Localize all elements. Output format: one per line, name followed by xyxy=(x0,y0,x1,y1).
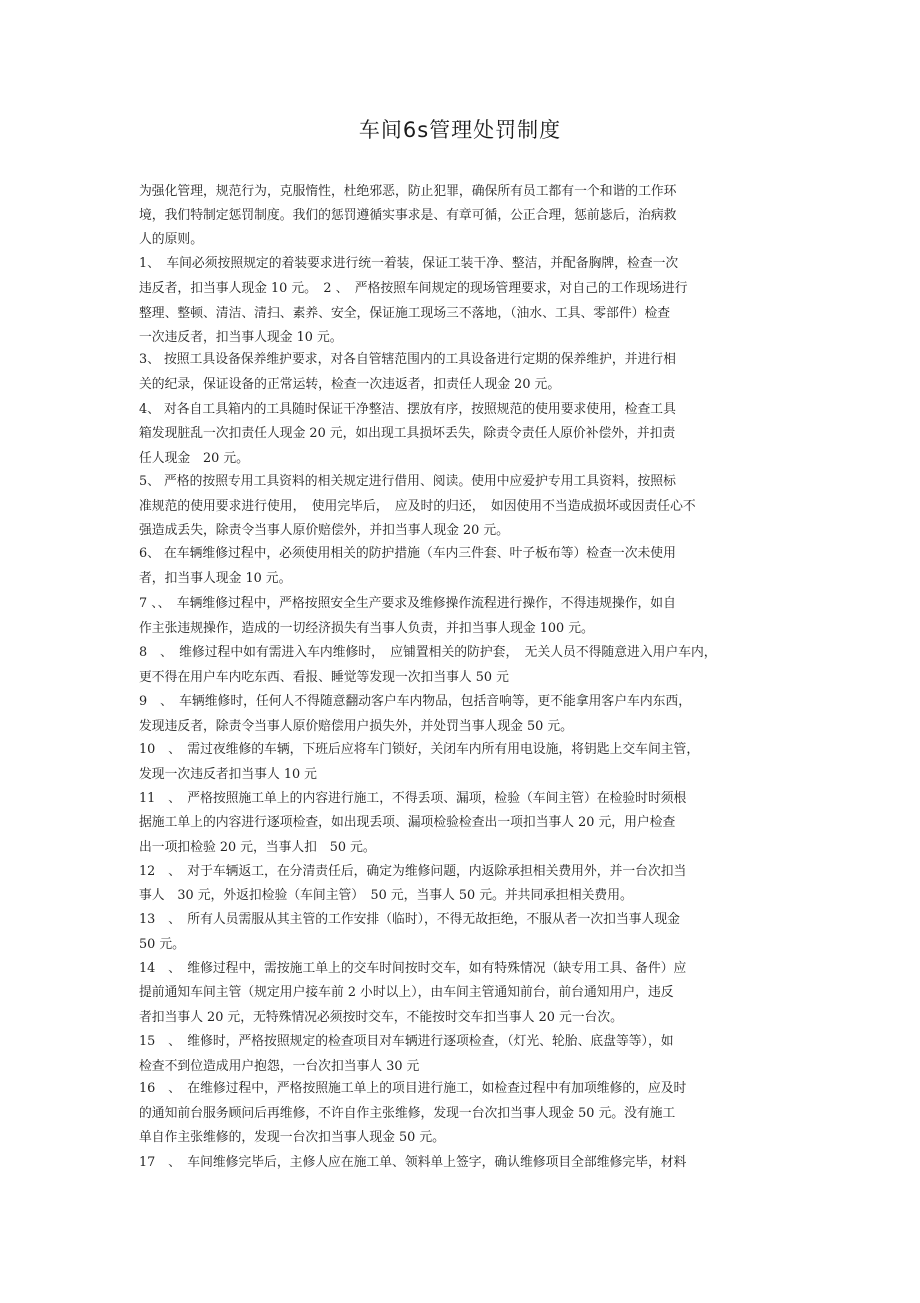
body-line: 发现一次违反者扣当事人 10 元 xyxy=(139,767,317,782)
body-line: 者，扣当事人现金 10 元。 xyxy=(139,571,292,586)
body-line: 据施工单上的内容进行逐项检查，如出现丢项、漏项检验检查出一项扣当事人 20 元，用户检查 xyxy=(139,815,676,830)
body-line: 单自作主张维修的，发现一台次扣当事人现金 50 元。 xyxy=(139,1130,445,1145)
document-title: 车间6s管理处罚制度 xyxy=(358,118,562,142)
body-line: 作主张违规操作，造成的一切经济损失有当事人负责，并扣当事人现金 100 元。 xyxy=(139,621,594,636)
body-line: 50 元。 xyxy=(139,937,185,952)
body-line: 准规范的使用要求进行使用， 使用完毕后， 应及时的归还， 如因使用不当造成损坏或因责任心不 xyxy=(139,499,696,514)
body-line: 违反者，扣当事人现金 10 元。 2 、 严格按照车间规定的现场管理要求，对自己的工作现场进行 xyxy=(139,281,688,296)
body-line: 者扣当事人 20 元，无特殊情况必须按时交车，不能按时交车扣当事人 20 元一台次。 xyxy=(139,1010,623,1025)
body-line: 为强化管理，规范行为，克服惰性，杜绝邪恶，防止犯罪，确保所有员工都有一个和谐的工作环 xyxy=(139,184,677,199)
body-line: 7 、、 车辆维修过程中，严格按照安全生产要求及维修操作流程进行操作，不得违规操作，如自 xyxy=(139,596,676,611)
body-line: 发现违反者，除责令当事人原价赔偿用户损失外，并处罚当事人现金 50 元。 xyxy=(139,719,573,734)
body-line: 13 、 所有人员需服从其主管的工作安排（临时），不得无故拒绝，不服从者一次扣当事人现金 xyxy=(139,912,680,927)
body-line: 12 、 对于车辆返工，在分清责任后，确定为维修问题，内返除承担相关费用外，并一台次扣当 xyxy=(139,864,687,879)
body-line: 关的纪录，保证设备的正常运转，检查一次违返者，扣责任人现金 20 元。 xyxy=(139,377,561,392)
body-line: 提前通知车间主管（规定用户接车前 2 小时以上），由车间主管通知前台，前台通知用户，违反 xyxy=(139,985,674,1000)
body-line: 一次违反者，扣当事人现金 10 元。 xyxy=(139,330,343,345)
body-line: 8 、 维修过程中如有需进入车内维修时， 应铺置相关的防护套， 无关人员不得随意进入用户车内， xyxy=(139,645,717,660)
body-line: 4、 对各自工具箱内的工具随时保证干净整洁、摆放有序，按照规范的使用要求使用，检查工具 xyxy=(139,402,676,417)
body-line: 境，我们特制定惩罚制度。我们的惩罚遵循实事求是、有章可循，公正合理，惩前毖后，治病救 xyxy=(139,208,677,223)
body-line: 17 、 车间维修完毕后，主修人应在施工单、领料单上签字，确认维修项目全部维修完毕，材料 xyxy=(139,1155,687,1170)
body-line: 1、 车间必须按照规定的着装要求进行统一着装，保证工装干净、整洁，并配备胸牌，检查一次 xyxy=(139,256,679,271)
body-line: 整理、整顿、清洁、清扫、素养、安全，保证施工现场三不落地，（油水、工具、零部件）检查 xyxy=(139,306,671,321)
body-line: 更不得在用户车内吃东西、看报、睡觉等发现一次扣当事人 50 元 xyxy=(139,670,509,685)
body-line: 强造成丢失，除责令当事人原价赔偿外，并扣当事人现金 20 元。 xyxy=(139,523,509,538)
body-line: 事人 30 元，外返扣检验（车间主管） 50 元，当事人 50 元。并共同承担相关费用。 xyxy=(139,888,633,903)
body-line: 3、 按照工具设备保养维护要求，对各自管辖范围内的工具设备进行定期的保养维护，并进行相 xyxy=(139,352,676,367)
body-line: 15 、 维修时，严格按照规定的检查项目对车辆进行逐项检查，（灯光、轮胎、底盘等等），如 xyxy=(139,1034,674,1049)
body-line: 人的原则。 xyxy=(139,232,203,247)
body-line: 10 、 需过夜维修的车辆，下班后应将车门锁好，关闭车内所有用电设施，将钥匙上交车间主管， xyxy=(139,742,700,757)
body-line: 11 、 严格按照施工单上的内容进行施工，不得丢项、漏项，检验（车间主管）在检验时时须根 xyxy=(139,791,687,806)
body-line: 任人现金 20 元。 xyxy=(139,451,249,466)
body-line: 6、 在车辆维修过程中，必须使用相关的防护措施（车内三件套、叶子板布等）检查一次未使用 xyxy=(139,546,676,561)
body-line: 检查不到位造成用户抱怨，一台次扣当事人 30 元 xyxy=(139,1059,420,1074)
body-line: 箱发现脏乱一次扣责任人现金 20 元，如出现工具损坏丢失，除责令责任人原价补偿外，并扣责 xyxy=(139,426,676,441)
body-line: 5、 严格的按照专用工具资料的相关规定进行借用、阅读。使用中应爱护专用工具资料，按照标 xyxy=(139,474,676,489)
body-line: 的通知前台服务顾问后再维修，不许自作主张维修，发现一台次扣当事人现金 50 元。没有施工 xyxy=(139,1106,676,1121)
body-line: 14 、 维修过程中，需按施工单上的交车时间按时交车，如有特殊情况（缺专用工具、备件）应 xyxy=(139,961,687,976)
body-line: 9 、 车辆维修时，任何人不得随意翻动客户车内物品，包括音响等，更不能拿用客户车内东西， xyxy=(139,694,692,709)
body-line: 16 、 在维修过程中，严格按照施工单上的项目进行施工，如检查过程中有加项维修的，应及时 xyxy=(139,1081,687,1096)
body-line: 出一项扣检验 20 元，当事人扣 50 元。 xyxy=(139,840,376,855)
